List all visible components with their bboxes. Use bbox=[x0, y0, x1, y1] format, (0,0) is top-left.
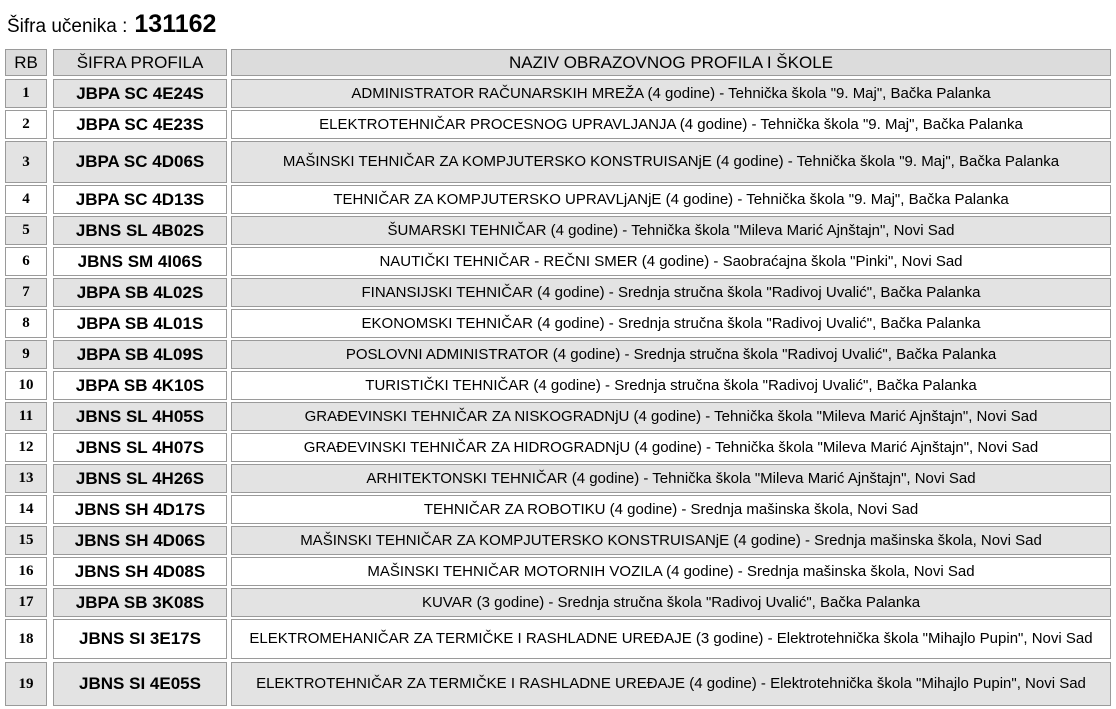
profile-name: TEHNIČAR ZA KOMPJUTERSKO UPRAVLjANjE (4 godine) - Tehnička škola "9. Maj", Bačka Palanka bbox=[231, 185, 1111, 214]
profile-name: ŠUMARSKI TEHNIČAR (4 godine) - Tehnička škola "Mileva Marić Ajnštajn", Novi Sad bbox=[231, 216, 1111, 245]
profile-code: JBNS SM 4I06S bbox=[53, 247, 227, 276]
student-id-label: Šifra učenika : bbox=[7, 16, 128, 37]
profile-code: JBNS SH 4D06S bbox=[53, 526, 227, 555]
profile-code: JBNS SH 4D17S bbox=[53, 495, 227, 524]
row-number: 12 bbox=[5, 433, 47, 462]
profile-name: ELEKTROMEHANIČAR ZA TERMIČKE I RASHLADNE UREĐAJE (3 godine) - Elektrotehnička škola "Mihajlo Pupin", Novi Sad bbox=[231, 619, 1111, 659]
profile-code: JBNS SI 3E17S bbox=[53, 619, 227, 659]
column-header-name: NAZIV OBRAZOVNOG PROFILA I ŠKOLE bbox=[231, 49, 1111, 76]
row-number: 13 bbox=[5, 464, 47, 493]
profile-name: KUVAR (3 godine) - Srednja stručna škola "Radivoj Uvalić", Bačka Palanka bbox=[231, 588, 1111, 617]
profile-code: JBPA SB 4K10S bbox=[53, 371, 227, 400]
row-number: 8 bbox=[5, 309, 47, 338]
row-number: 11 bbox=[5, 402, 47, 431]
row-number: 19 bbox=[5, 662, 47, 706]
profile-code: JBPA SB 4L02S bbox=[53, 278, 227, 307]
profile-name: MAŠINSKI TEHNIČAR ZA KOMPJUTERSKO KONSTRUISANjE (4 godine) - Tehnička škola "9. Maj", Bačka Palanka bbox=[231, 141, 1111, 183]
profile-code: JBNS SL 4H07S bbox=[53, 433, 227, 462]
profile-name: ARHITEKTONSKI TEHNIČAR (4 godine) - Tehnička škola "Mileva Marić Ajnštajn", Novi Sad bbox=[231, 464, 1111, 493]
profile-name: EKONOMSKI TEHNIČAR (4 godine) - Srednja stručna škola "Radivoj Uvalić", Bačka Palanka bbox=[231, 309, 1111, 338]
profile-code: JBPA SB 4L01S bbox=[53, 309, 227, 338]
profile-code: JBNS SL 4H05S bbox=[53, 402, 227, 431]
row-number: 18 bbox=[5, 619, 47, 659]
profile-name: NAUTIČKI TEHNIČAR - REČNI SMER (4 godine) - Saobraćajna škola "Pinki", Novi Sad bbox=[231, 247, 1111, 276]
profile-name: TEHNIČAR ZA ROBOTIKU (4 godine) - Srednja mašinska škola, Novi Sad bbox=[231, 495, 1111, 524]
profile-name: GRAĐEVINSKI TEHNIČAR ZA NISKOGRADNjU (4 godine) - Tehnička škola "Mileva Marić Ajnštajn", Novi Sad bbox=[231, 402, 1111, 431]
row-number: 3 bbox=[5, 141, 47, 183]
row-number: 16 bbox=[5, 557, 47, 586]
profile-name: MAŠINSKI TEHNIČAR ZA KOMPJUTERSKO KONSTRUISANjE (4 godine) - Srednja mašinska škola, Novi Sad bbox=[231, 526, 1111, 555]
profile-name: POSLOVNI ADMINISTRATOR (4 godine) - Srednja stručna škola "Radivoj Uvalić", Bačka Palanka bbox=[231, 340, 1111, 369]
profile-name: MAŠINSKI TEHNIČAR MOTORNIH VOZILA (4 godine) - Srednja mašinska škola, Novi Sad bbox=[231, 557, 1111, 586]
profile-name: TURISTIČKI TEHNIČAR (4 godine) - Srednja stručna škola "Radivoj Uvalić", Bačka Palanka bbox=[231, 371, 1111, 400]
row-number: 14 bbox=[5, 495, 47, 524]
profile-code: JBPA SC 4E23S bbox=[53, 110, 227, 139]
profile-name: FINANSIJSKI TEHNIČAR (4 godine) - Srednja stručna škola "Radivoj Uvalić", Bačka Palanka bbox=[231, 278, 1111, 307]
profile-name: GRAĐEVINSKI TEHNIČAR ZA HIDROGRADNjU (4 godine) - Tehnička škola "Mileva Marić Ajnštajn", Novi Sad bbox=[231, 433, 1111, 462]
column-header-code: ŠIFRA PROFILA bbox=[53, 49, 227, 76]
row-number: 6 bbox=[5, 247, 47, 276]
row-number: 7 bbox=[5, 278, 47, 307]
row-number: 5 bbox=[5, 216, 47, 245]
row-number: 17 bbox=[5, 588, 47, 617]
row-number: 15 bbox=[5, 526, 47, 555]
row-number: 4 bbox=[5, 185, 47, 214]
student-id-header bbox=[7, 10, 216, 42]
column-header-rb: RB bbox=[5, 49, 47, 76]
profile-code: JBPA SC 4E24S bbox=[53, 79, 227, 108]
profile-code: JBPA SB 3K08S bbox=[53, 588, 227, 617]
profile-name: ADMINISTRATOR RAČUNARSKIH MREŽA (4 godine) - Tehnička škola "9. Maj", Bačka Palanka bbox=[231, 79, 1111, 108]
profile-name: ELEKTROTEHNIČAR PROCESNOG UPRAVLJANJA (4 godine) - Tehnička škola "9. Maj", Bačka Palanka bbox=[231, 110, 1111, 139]
profile-code: JBNS SL 4H26S bbox=[53, 464, 227, 493]
student-id-value: 131162 bbox=[134, 10, 217, 38]
profile-code: JBPA SC 4D13S bbox=[53, 185, 227, 214]
profile-name: ELEKTROTEHNIČAR ZA TERMIČKE I RASHLADNE UREĐAJE (4 godine) - Elektrotehnička škola "Mihajlo Pupin", Novi Sad bbox=[231, 662, 1111, 706]
profile-code: JBPA SC 4D06S bbox=[53, 141, 227, 183]
profile-code: JBPA SB 4L09S bbox=[53, 340, 227, 369]
row-number: 1 bbox=[5, 79, 47, 108]
profile-code: JBNS SL 4B02S bbox=[53, 216, 227, 245]
profile-code: JBNS SI 4E05S bbox=[53, 662, 227, 706]
profile-code: JBNS SH 4D08S bbox=[53, 557, 227, 586]
row-number: 9 bbox=[5, 340, 47, 369]
row-number: 10 bbox=[5, 371, 47, 400]
row-number: 2 bbox=[5, 110, 47, 139]
